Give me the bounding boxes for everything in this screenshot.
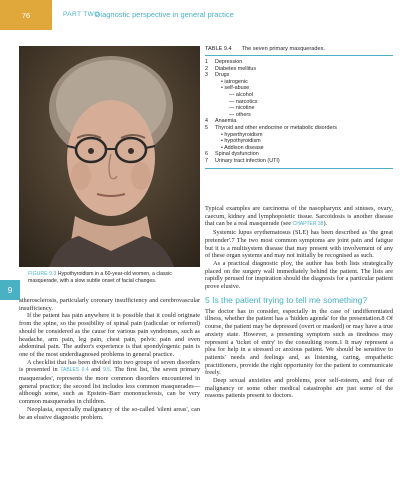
right-column-text bbox=[205, 205, 393, 400]
text-span: A checklist that has been divided into two groups of seven disorders is presented in bbox=[19, 358, 200, 374]
text-span: Typical examples are carcinoma of the nasopharynx and sinuses, ovary, caecum, kidney and lymphopoietic tissue. Sarcoidosis is another disease that can be a real masquerade (see bbox=[205, 205, 393, 228]
page-header bbox=[0, 0, 400, 30]
figure-photo bbox=[19, 46, 200, 267]
table-item bbox=[205, 125, 393, 132]
paragraph bbox=[19, 359, 200, 406]
text-span: and bbox=[88, 366, 104, 374]
chapter-reference-link[interactable]: CHAPTER 38 bbox=[292, 221, 324, 228]
table-subitem: — others bbox=[229, 111, 251, 118]
table-item-number: 3 bbox=[205, 72, 208, 79]
paragraph: The doctor has to consider, especially in the case of undifferentiated illness, whether the patient has a 'hidden agenda' for the presentation.8 Of course, the patient may be depressed (overt or masked) or may have a true anxiety state. However, a presenting symptom such as tiredness may represent a 'ticket of entry' to the consulting room.1 It may represent a plea for help in a stressed or anxious patient. We should be sensitive to patients' needs and feelings and, as listening, caring, empathetic practitioners, provide the right opportunity for the patient to communicate freely. bbox=[205, 307, 393, 377]
table-subitem: — nicotine bbox=[229, 105, 255, 112]
table-header bbox=[205, 46, 393, 56]
table-item-text: Diabetes mellitus bbox=[215, 65, 257, 72]
text-span: ). bbox=[323, 220, 328, 228]
table-reference-link[interactable]: 9.5 bbox=[103, 367, 111, 374]
table-item-text: Thyroid and other endocrine or metabolic disorders bbox=[215, 124, 337, 131]
paragraph: As a practical diagnostic ploy, the author has both lists strategically placed on the surgery wall immediately behind the patient. The lists are rapidly perused for inspiration should the diagnosis for a particular patient prove elusive. bbox=[205, 259, 393, 291]
table-subitem: — narcotics bbox=[229, 98, 258, 105]
table-bottom-rule bbox=[205, 168, 393, 169]
table-item-text: Anaemia bbox=[215, 118, 237, 125]
table-item bbox=[205, 151, 393, 158]
part-label: PART TWO bbox=[63, 11, 100, 18]
table-item bbox=[205, 158, 393, 165]
chapter-title: Diagnostic perspective in general practice bbox=[95, 10, 234, 19]
paragraph: Deep sexual anxieties and problems, poor self-esteem, and fear of malignancy or some other medical catastrophe are just some of the reasons patients present to doctors. bbox=[205, 377, 393, 400]
table-item bbox=[205, 59, 393, 66]
table-item-number: 2 bbox=[205, 65, 208, 72]
table-reference-link[interactable]: TABLES 9.4 bbox=[60, 367, 89, 374]
table-subitem: • hypothyroidism bbox=[221, 138, 261, 145]
section-heading: 5 Is the patient trying to tell me something? bbox=[205, 294, 368, 305]
figure-caption bbox=[28, 271, 200, 285]
table-label: TABLE 9.4 bbox=[205, 46, 232, 52]
page-number: 76 bbox=[0, 0, 52, 30]
table-title: The seven primary masquerades. bbox=[241, 46, 325, 52]
text-span: . The first list, 'the seven primary masquerades', represents the more common disorders encountered in general practice; the second list includes less common masquerades—although some, such as Epstein–Barr mononucleosis, can be very common masquerades in children. bbox=[19, 366, 201, 406]
table-item bbox=[205, 118, 393, 125]
chapter-tab: 9 bbox=[0, 280, 20, 300]
figure-label: FIGURE 9.3 bbox=[28, 271, 57, 277]
table-item-text: Depression bbox=[215, 59, 243, 65]
table-item-text: Urinary tract infection (UTI) bbox=[215, 157, 280, 164]
table-item-number: 6 bbox=[205, 151, 208, 158]
paragraph: Neoplasia, especially malignancy of the so-called 'silent areas', can be an elusive diagnostic problem. bbox=[19, 405, 200, 421]
table-item bbox=[205, 72, 393, 79]
left-column-text bbox=[19, 297, 200, 421]
paragraph bbox=[205, 205, 393, 229]
table-item-number: 1 bbox=[205, 59, 208, 65]
figure-caption-text: Hypothyroidism in a 60-year-old women, a classic masquerade, with a slow subtle onset of facial changes. bbox=[28, 271, 172, 284]
table-item-text: Drugs bbox=[215, 72, 230, 79]
table-subitem: — alcohol bbox=[229, 91, 253, 98]
table-subitem: • hyperthyroidism bbox=[221, 131, 263, 138]
table-subitem: • iatrogenic bbox=[221, 78, 248, 85]
portrait-illustration bbox=[19, 46, 200, 267]
table-subitem: • self-abuse bbox=[221, 85, 250, 92]
table-item bbox=[205, 66, 393, 73]
paragraph: atherosclerosis, particularly coronary insufficiency and cerebrovascular insufficiency. bbox=[19, 297, 200, 312]
table-item-number: 7 bbox=[205, 157, 208, 164]
paragraph: If the patient has pain anywhere it is possible that it could originate from the spine, so the possibility of spinal pain (radicular or referred) should be considered as the cause for various pain syndromes, such as headache, arm pain, leg pain, chest pain, pelvic pain and even abdominal pain. The author's experience is that spondylogenic pain is one of the most underdiagnosed problems in general practice. bbox=[19, 312, 200, 358]
table-item-number: 5 bbox=[205, 124, 208, 131]
table-item-number: 4 bbox=[205, 118, 208, 125]
table-subitem: • Addison disease bbox=[221, 144, 264, 151]
table-item-text: Spinal dysfunction bbox=[215, 151, 259, 158]
paragraph: Systemic lupus erythematosus (SLE) has been described as 'the great pretender'.7 The two most common symptoms are joint pain and fatigue but it is a multisystem disease that may present with involvement of any of these organ systems and may not initially be recognised as such. bbox=[205, 229, 393, 260]
table-list bbox=[205, 59, 393, 165]
masquerades-table bbox=[205, 46, 393, 169]
